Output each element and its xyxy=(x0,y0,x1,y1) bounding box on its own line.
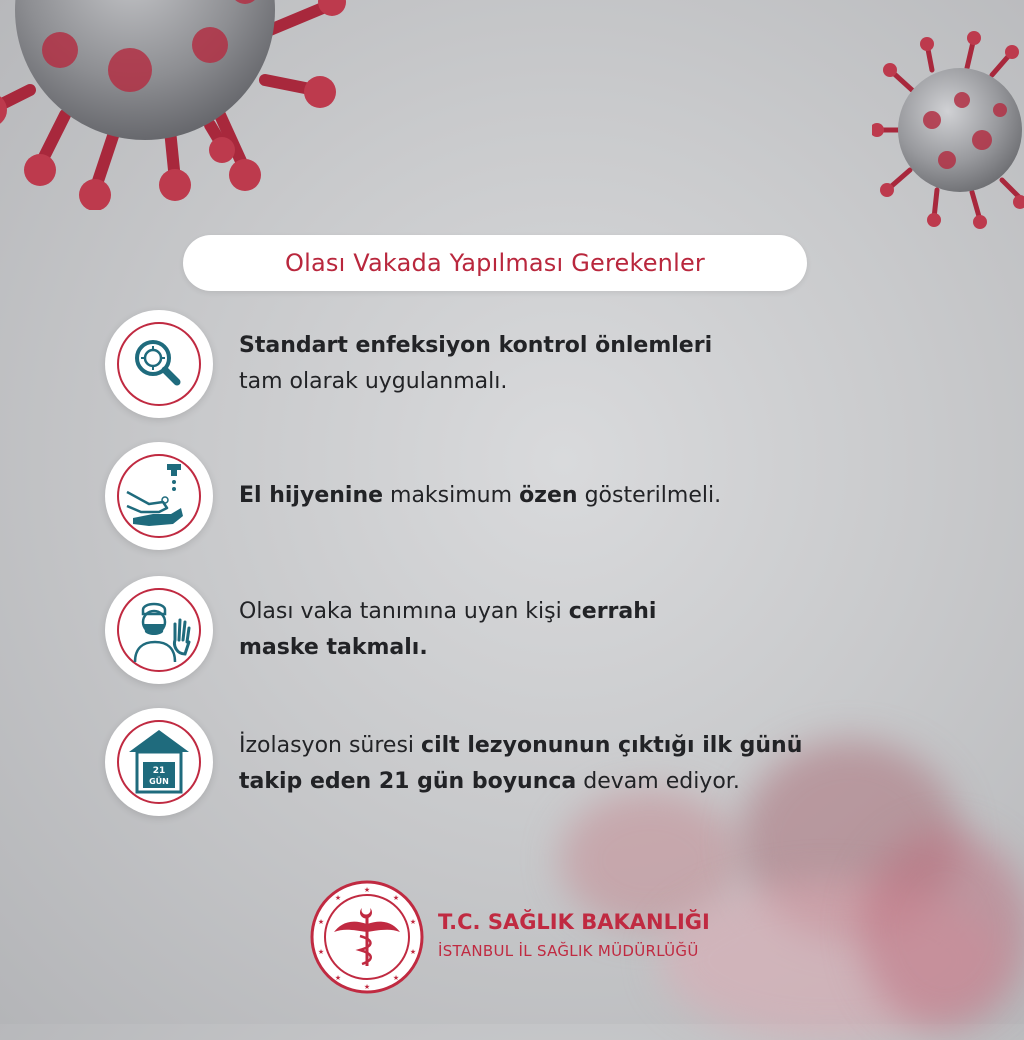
organization-name: T.C. SAĞLIK BAKANLIĞI xyxy=(438,910,710,934)
item-text-line-2 xyxy=(239,364,507,400)
svg-text:★: ★ xyxy=(392,974,400,982)
masked-person-icon xyxy=(119,590,199,670)
list-item xyxy=(105,310,925,420)
svg-text:★: ★ xyxy=(392,894,400,902)
bold-text: cilt lezyonunun çıktığı ilk günü xyxy=(421,733,803,758)
page-title: Olası Vakada Yapılması Gerekenler xyxy=(285,249,705,277)
text: tam olarak uygulanmalı. xyxy=(239,369,508,394)
icon-badge xyxy=(105,708,213,816)
bold-text: takip eden 21 gün boyunca xyxy=(239,769,577,794)
svg-text:GÜN: GÜN xyxy=(149,777,169,786)
magnifier-virus-icon xyxy=(119,324,199,404)
item-text-line-2 xyxy=(239,764,740,800)
list-item xyxy=(105,442,925,552)
icon-badge xyxy=(105,310,213,418)
bold-text: maske takmalı. xyxy=(239,635,428,660)
item-text-line-2 xyxy=(239,630,428,666)
ministry-seal-logo xyxy=(310,880,424,994)
icon-badge xyxy=(105,576,213,684)
bold-text: cerrahi xyxy=(568,599,657,624)
text: devam ediyor. xyxy=(576,769,740,794)
list-item xyxy=(105,576,925,686)
svg-text:21: 21 xyxy=(152,766,166,776)
text: gösterilmeli. xyxy=(577,483,722,508)
background-blur-4 xyxy=(860,830,1024,1030)
text: Olası vaka tanımına uyan kişi xyxy=(239,599,569,624)
bold-text: El hijyenine xyxy=(239,483,384,508)
item-text-line-1 xyxy=(239,594,656,630)
text: İzolasyon süresi xyxy=(239,733,422,758)
bold-text: özen xyxy=(519,483,578,508)
icon-badge xyxy=(105,442,213,550)
svg-text:★: ★ xyxy=(363,983,371,991)
svg-text:★: ★ xyxy=(409,918,417,926)
bold-text: Standart enfeksiyon kontrol önlemleri xyxy=(239,333,713,358)
svg-text:★: ★ xyxy=(334,974,342,982)
virus-illustration-large-icon xyxy=(0,0,370,210)
text: maksimum xyxy=(383,483,520,508)
list-item xyxy=(105,708,925,818)
virus-illustration-small-icon xyxy=(872,30,1024,230)
house-21-days-icon xyxy=(119,722,199,802)
item-text-line-1 xyxy=(239,728,802,764)
svg-text:★: ★ xyxy=(363,886,371,894)
svg-text:★: ★ xyxy=(317,918,325,926)
organization-subtitle: İSTANBUL İL SAĞLIK MÜDÜRLÜĞÜ xyxy=(438,942,699,960)
title-banner xyxy=(183,235,807,291)
hand-washing-icon xyxy=(119,456,199,536)
item-text-line-1 xyxy=(239,478,721,514)
item-text-line-1 xyxy=(239,328,712,364)
svg-text:★: ★ xyxy=(409,948,417,956)
svg-text:★: ★ xyxy=(317,948,325,956)
svg-text:★: ★ xyxy=(334,894,342,902)
